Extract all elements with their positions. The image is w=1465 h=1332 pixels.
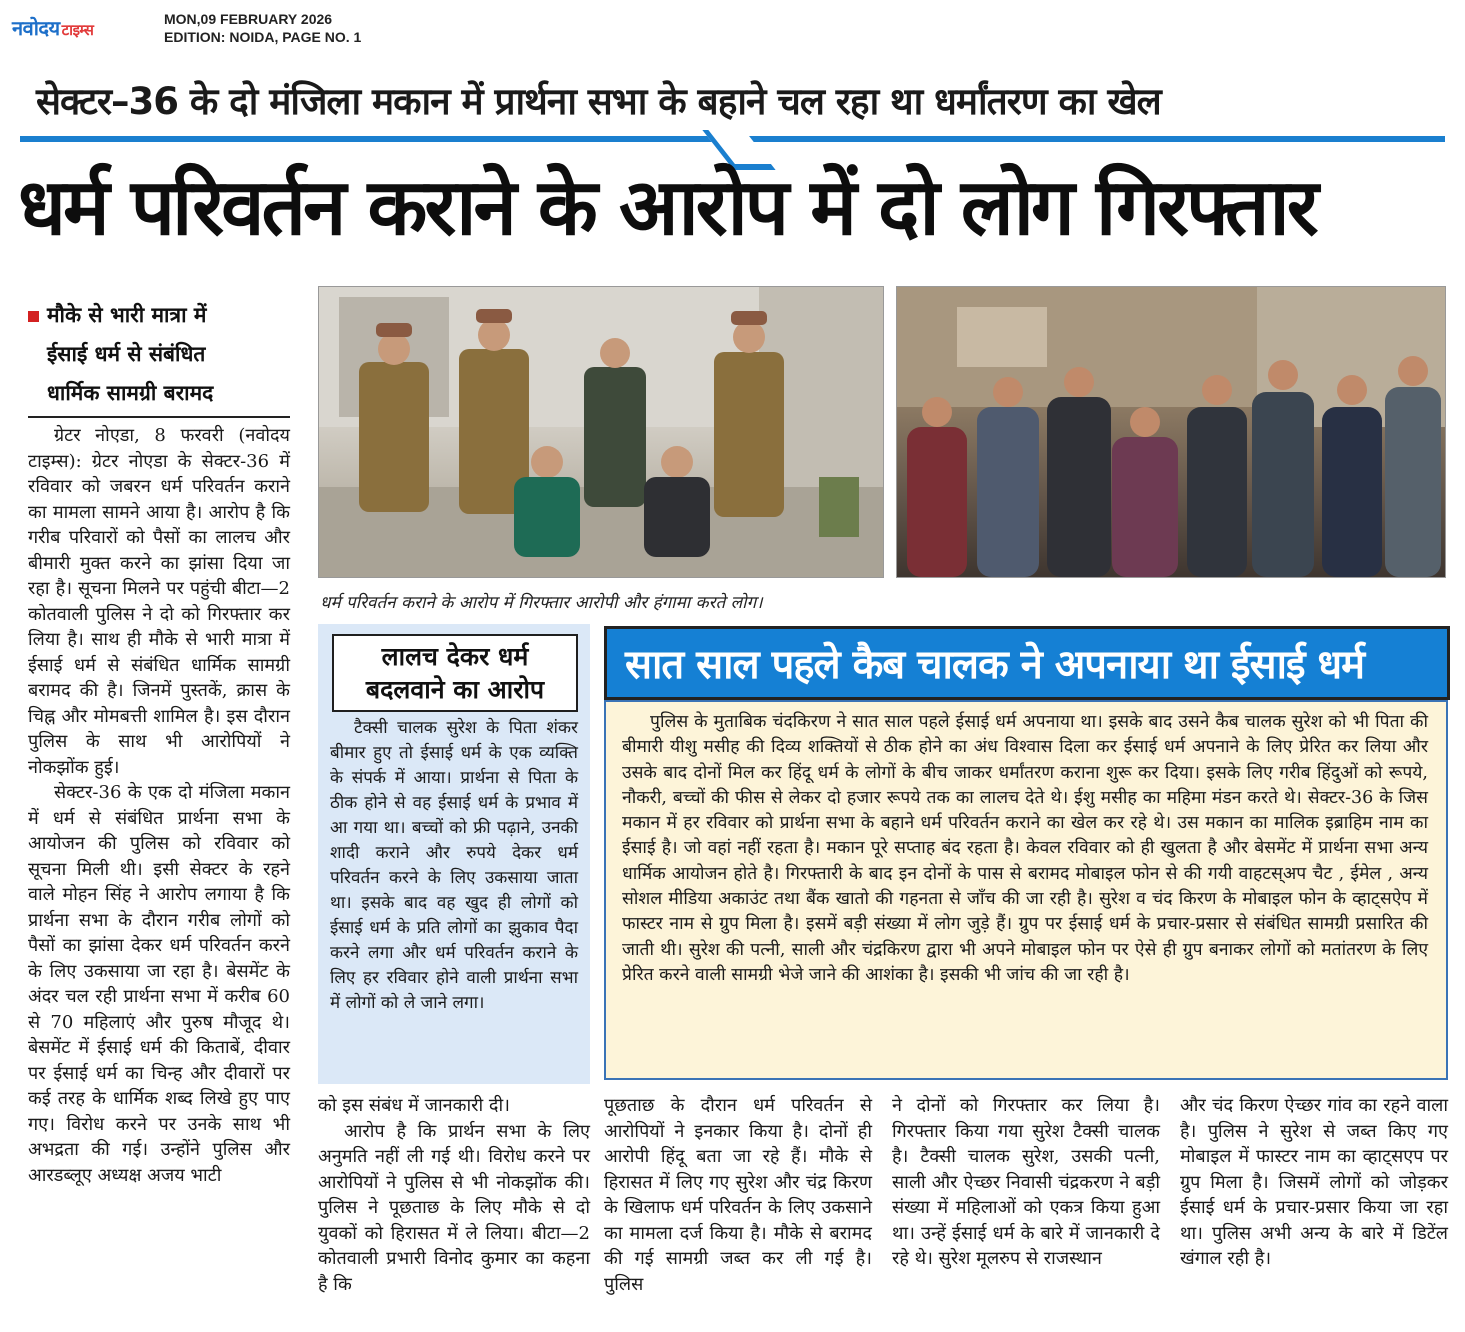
paragraph: ने दोनों को गिरफ्तार कर लिया है। गिरफ्तार किया गया सुरेश टैक्सी चालक है। टैक्सी चालक सुरेश, उसकी पत्नी, साली और ऐच्छर निवासी चंद्रकरण ने बड़ी संख्या में महिलाओं को एकत्र किया हुआ था। उन्हें ईसाई धर्म के बारे में जानकारी दे रहे थे। सुरेश मूलरुप से राजस्थान	[892, 1095, 1160, 1269]
paragraph: को इस संबंध में जानकारी दी।	[318, 1095, 510, 1116]
edition-line: EDITION: NOIDA, PAGE NO. 1	[164, 29, 362, 45]
paragraph: पूछताछ के दौरान धर्म परिवर्तन से आरोपियों ने इनकार किया है। दोनों ही आरोपी हिंदू बता जा रहे हैं। मौके से हिरासत में लिए गए सुरेश और चंद्र किरण के खिलाफ धर्म परिवर्तन के लिए उकसाने का मामला दर्ज किया है। मौके से बरामद की गई सामग्री जब्त कर ली गई है। पुलिस	[604, 1095, 872, 1295]
photo-illustration	[319, 287, 883, 577]
blue-banner	[604, 626, 1450, 700]
sidebar-text: टैक्सी चालक सुरेश के पिता शंकर बीमार हुए तो ईसाई धर्म के एक व्यक्ति के संपर्क में आया। प्रार्थना से पिता के ठीक होने से वह ईसाई धर्म के प्रभाव में आ गया था। बच्चों को फ्री पढ़ाने, उनकी शादी कराने और रुपये देकर धर्म परिवर्तन करने के लिए उकसाया जाता था। इसके बाद वह खुद ही लोगों को ईसाई धर्म के प्रति लोगों का झुकाव पैदा करने लगा और धर्म परिवर्तन कराने के लिए हर रविवार होने वाली प्रार्थना सभा में लोगों को ले जाने लगा।	[330, 718, 578, 1013]
highlight-text: धार्मिक सामग्री बरामद	[47, 381, 214, 405]
paragraph: ग्रेटर नोएडा, 8 फरवरी (नवोदय टाइम्स): ग्रेटर नोएडा के सेक्टर-36 में रविवार को जबरन धर्म परिवर्तन कराने का मामला सामने आया है। आरोप है कि गरीब परिवारों को पैसों का लालच और बीमारी मुक्त करने का झांसा दिया जा रहा है। सूचना मिलने पर पहुंची बीटा—2 कोतवाली पुलिस ने दो को गिरफ्तार कर लिया है। साथ ही मौके से भारी मात्रा में ईसाई धर्म से संबंधित धार्मिक सामग्री बरामद की है। जिनमें पुस्तकें, क्रास के चिह्न और मोमबत्ती शामिल है। इस दौरान पुलिस के साथ भी आरोपियों ने नोकझोंक हुई।	[28, 425, 290, 778]
date-line: MON,09 FEBRUARY 2026	[164, 11, 333, 27]
masthead	[12, 6, 462, 52]
newspaper-logo	[12, 14, 93, 41]
highlight-line	[28, 296, 290, 335]
edition-info	[164, 10, 361, 46]
sidebar-title	[334, 636, 576, 706]
highlight-box	[604, 700, 1448, 1080]
highlight-line	[28, 335, 290, 374]
kicker-headline: सेक्टर–36 के दो मंजिला मकान में प्रार्थना सभा के बहाने चल रहा था धर्मांतरण का खेल	[36, 80, 1161, 123]
sidebar-title-box	[332, 634, 578, 712]
logo-sub: टाइम्स	[61, 21, 94, 39]
article-column-2	[318, 1093, 590, 1297]
photo-arrested-accused	[318, 286, 884, 578]
paragraph: आरोप है कि प्रार्थन सभा के लिए अनुमति नहीं ली गई थी। विरोध करने पर आरोपियों ने पुलिस से भी नोकझोंक की। पुलिस ने पूछताछ के लिए मौके से दो युवकों को हिरासत में ले लिया। बीटा—2 कोतवाली प्रभारी विनोद कुमार का कहना है कि	[318, 1120, 590, 1295]
article-column-3	[604, 1093, 872, 1297]
article-column-4	[892, 1093, 1160, 1272]
highlight-box-text: पुलिस के मुताबिक चंदकिरण ने सात साल पहले ईसाई धर्म अपनाया था। इसके बाद उसने कैब चालक सुरेश को भी पिता की बीमारी यीशु मसीह की दिव्य शक्तियों से ठीक होने का अंध विश्वास दिला कर ईसाई धर्म अपनाने के लिए प्रेरित कर लिया और उसके बाद दोनों मिल कर हिंदू धर्म के लोगों के बीच जाकर धर्मांतरण कराना शुरू कर दिया। इसके लिए गरीब हिंदुओं को रूपये, नौकरी, बच्चों की फीस से लेकर दो हजार रूपये तक का लालच देते थे। ईशु मसीह का महिमा मंडन करते थे। सेक्टर-36 के जिस मकान में हर रविवार को प्रार्थना सभा के बहाने धर्म परिवर्तन कराने का खेल कर रहे थे। उस मकान का मालिक इब्राहिम नाम का ईसाई है। जो वहां नहीं रहता है। मकान पूरे सप्ताह बंद रहता है। केवल रविवार को ही खुलता है और बेसमेंट में प्रार्थना सभा अन्य धार्मिक आयोजन होते है। गिरफ्तारी के बाद इन दोनों के पास से बरामद मोबाइल फोन से की गयी वाहटस्अप चैट , ईमेल , अन्य सोशल मीडिया अकाउंट तथा बैंक खातो की गहनता से जाँच की जा रही है। सुरेश व चंद किरण के मोबाइल फोन के व्हाट्सऐप में फास्टर नाम से ग्रुप मिला है। इसमें बड़ी संख्या में लोग जुड़े हैं। ग्रुप पर ईसाई धर्म के प्रचार-प्रसार से संबंधित सामग्री प्रसारित की जाती थी। सुरेश की पत्नी, साली और चंद्रकिरण द्वारा भी अपने मोबाइल फोन पर ऐसे ही ग्रुप बनाकर लोगों को मतांतरण के लिए प्रेरित करने वाली सामग्री भेजे जाने की आशंका है। इसकी भी जांच की जा रही है।	[622, 712, 1428, 985]
photo-caption: धर्म परिवर्तन कराने के आरोप में गिरफ्तार आरोपी और हंगामा करते लोग।	[320, 593, 763, 613]
sidebar-title-line: बदलवाने का आरोप	[365, 675, 545, 704]
bullet-icon	[28, 311, 39, 322]
article-column-5	[1180, 1093, 1448, 1272]
banner-headline: सात साल पहले कैब चालक ने अपनाया था ईसाई धर्म	[625, 642, 1365, 688]
main-headline: धर्म परिवर्तन कराने के आरोप में दो लोग गिरफ्तार	[18, 163, 1316, 253]
kicker-block	[20, 70, 1445, 142]
highlights-divider	[28, 416, 290, 418]
highlight-line	[28, 374, 290, 413]
photo-protesting-people	[896, 286, 1446, 578]
article-column-1	[28, 423, 290, 1188]
logo-main: नवोदय	[12, 16, 60, 40]
paragraph: सेक्टर-36 के एक दो मंजिला मकान में धर्म से संबंधित प्रार्थना सभा के आयोजन की पुलिस को रविवार को सूचना मिली थी। इसी सेक्टर के रहने वाले मोहन सिंह ने आरोप लगाया है कि प्रार्थना सभा के दौरान गरीब लोगों को पैसों का झांसा देकर धर्म परिवर्तन करने के लिए उकसाया जा रहा है। बेसमेंट के अंदर चल रही प्रार्थना सभा में करीब 60 से 70 महिलाएं और पुरुष मौजूद थे। बेसमेंट में ईसाई धर्म की किताबें, दीवार पर ईसाई धर्म का चिन्ह और दीवारों पर कई तरह के धार्मिक शब्द लिखे हुए पाए गए। विरोध करने पर उनके साथ भी अभद्रता की गई। उन्होंने पुलिस और आरडब्लूए अध्यक्ष अजय भाटी	[28, 782, 290, 1186]
highlights	[28, 296, 290, 413]
sidebar-title-line: लालच देकर धर्म	[381, 642, 529, 671]
paragraph: और चंद किरण ऐच्छर गांव का रहने वाला है। पुलिस ने सुरेश से जब्त किए गए मोबाइल में फास्टर नाम का व्हाट्सएप पर ग्रुप मिला है। जिसमें लोगों को जोड़कर ईसाई धर्म के प्रचार-प्रसार किया जा रहा था। पुलिस अभी अन्य के बारे में डिटेंल खंगाल रही है।	[1180, 1095, 1448, 1269]
photo-illustration	[897, 287, 1445, 577]
highlight-text: ईसाई धर्म से संबंधित	[47, 342, 206, 366]
highlight-text: मौके से भारी मात्रा में	[47, 303, 207, 327]
sidebar-box	[318, 624, 590, 1084]
